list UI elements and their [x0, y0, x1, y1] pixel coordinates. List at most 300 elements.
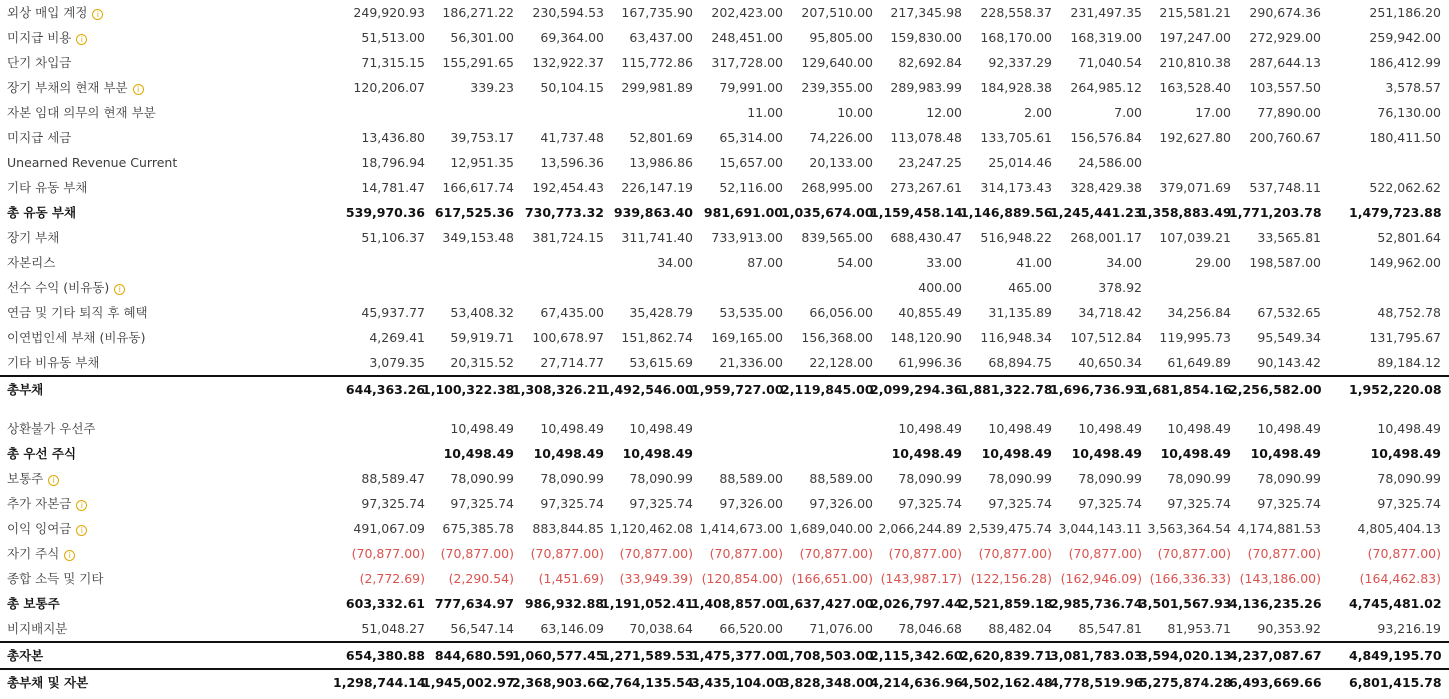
row-label-text: 장기 부채: [7, 230, 60, 245]
table-row: [0, 150, 1449, 175]
value-cell: 207,510.00: [801, 5, 873, 20]
value-cell: 1,952,220.08: [1349, 382, 1442, 397]
value-cell: 3,578.57: [1385, 80, 1441, 95]
value-cell: 4,174,881.53: [1237, 521, 1321, 536]
value-cell: 192,454.43: [532, 180, 604, 195]
value-cell: 95,805.00: [809, 30, 873, 45]
value-cell: 4,805,404.13: [1357, 521, 1441, 536]
value-cell: 289,983.99: [890, 80, 962, 95]
value-cell: 156,576.84: [1070, 130, 1142, 145]
value-cell: 78,090.99: [629, 471, 693, 486]
value-cell: 48,752.78: [1377, 305, 1441, 320]
row-label: [7, 643, 43, 668]
value-cell: 1,881,322.78: [960, 382, 1053, 397]
row-label-text: 기타 유동 부채: [7, 180, 88, 195]
value-cell: 251,186.20: [1369, 5, 1441, 20]
value-cell: 1,159,458.14: [870, 205, 963, 220]
value-cell: 97,325.74: [1257, 496, 1321, 511]
row-label: [7, 566, 103, 591]
row-label-text: 총 유동 부채: [7, 205, 77, 220]
value-cell: 264,985.12: [1070, 80, 1142, 95]
value-cell: 3,828,348.00: [781, 675, 874, 690]
value-cell: 381,724.15: [532, 230, 604, 245]
value-cell: (166,336.33): [1149, 571, 1231, 586]
value-cell: 378.92: [1098, 280, 1142, 295]
value-cell: 465.00: [1008, 280, 1052, 295]
value-cell: 730,773.32: [524, 205, 604, 220]
value-cell: 733,913.00: [711, 230, 783, 245]
value-cell: 290,674.36: [1249, 5, 1321, 20]
table-row: [0, 250, 1449, 275]
value-cell: (70,877.00): [619, 546, 693, 561]
value-cell: 516,948.22: [980, 230, 1052, 245]
value-cell: 24,586.00: [1078, 155, 1142, 170]
value-cell: 97,325.74: [629, 496, 693, 511]
value-cell: 97,325.74: [898, 496, 962, 511]
value-cell: 81,953.71: [1167, 621, 1231, 636]
row-label-text: 총자본: [7, 648, 44, 663]
row-label-text: 총부채 및 자본: [7, 675, 89, 690]
info-icon[interactable]: i: [92, 9, 103, 20]
value-cell: 1,708,503.00: [781, 648, 874, 663]
value-cell: 116,948.34: [980, 330, 1052, 345]
row-label: [7, 175, 87, 200]
value-cell: 675,385.78: [442, 521, 514, 536]
row-label: [7, 416, 96, 441]
value-cell: 61,649.89: [1167, 355, 1231, 370]
value-cell: 151,862.74: [621, 330, 693, 345]
value-cell: 1,771,203.78: [1229, 205, 1322, 220]
value-cell: 314,173.43: [980, 180, 1052, 195]
value-cell: 25,014.46: [988, 155, 1052, 170]
value-cell: 3,079.35: [369, 355, 425, 370]
value-cell: 777,634.97: [434, 596, 514, 611]
row-label: [7, 25, 87, 50]
row-label: [7, 350, 99, 375]
value-cell: 78,090.99: [1167, 471, 1231, 486]
value-cell: (2,290.54): [448, 571, 514, 586]
value-cell: 18,796.94: [361, 155, 425, 170]
row-label: [7, 225, 59, 250]
value-cell: 167,735.90: [621, 5, 693, 20]
value-cell: 400.00: [918, 280, 962, 295]
value-cell: 107,512.84: [1070, 330, 1142, 345]
row-label-text: Unearned Revenue Current: [7, 155, 178, 170]
value-cell: 56,547.14: [450, 621, 514, 636]
value-cell: 210,810.38: [1159, 55, 1231, 70]
value-cell: 14,781.47: [361, 180, 425, 195]
value-cell: 52,801.64: [1377, 230, 1441, 245]
value-cell: 249,920.93: [353, 5, 425, 20]
value-cell: 883,844.85: [532, 521, 604, 536]
value-cell: 1,035,674.00: [781, 205, 874, 220]
row-label: [7, 670, 88, 695]
value-cell: 78,090.99: [898, 471, 962, 486]
value-cell: 339.23: [470, 80, 514, 95]
row-label-text: 이익 잉여금: [7, 521, 72, 536]
info-icon[interactable]: i: [76, 34, 87, 45]
value-cell: 21,336.00: [719, 355, 783, 370]
row-label-text: 기타 비유동 부채: [7, 355, 100, 370]
value-cell: 3,435,104.00: [691, 675, 784, 690]
value-cell: 228,558.37: [980, 5, 1052, 20]
value-cell: 1,245,441.23: [1050, 205, 1143, 220]
row-label-text: 자본리스: [7, 255, 56, 270]
value-cell: 10,498.49: [629, 421, 693, 436]
value-cell: 51,106.37: [361, 230, 425, 245]
value-cell: 1,271,589.53: [601, 648, 694, 663]
value-cell: 287,644.13: [1249, 55, 1321, 70]
value-cell: 197,247.00: [1159, 30, 1231, 45]
value-cell: 4,745,481.02: [1349, 596, 1442, 611]
value-cell: 78,090.99: [1078, 471, 1142, 486]
value-cell: 4,237,087.67: [1229, 648, 1322, 663]
value-cell: 10,498.49: [450, 421, 514, 436]
row-label-text: 비지배지분: [7, 621, 68, 636]
row-label: [7, 616, 67, 641]
value-cell: 97,325.74: [450, 496, 514, 511]
value-cell: 688,430.47: [890, 230, 962, 245]
value-cell: 1,637,427.00: [781, 596, 874, 611]
value-cell: 1,689,040.00: [789, 521, 873, 536]
value-cell: 78,046.68: [898, 621, 962, 636]
table-row: [0, 75, 1449, 100]
info-icon[interactable]: i: [133, 84, 144, 95]
value-cell: 87.00: [747, 255, 783, 270]
info-icon[interactable]: i: [48, 475, 59, 486]
value-cell: 100,678.97: [532, 330, 604, 345]
value-cell: 78,090.99: [540, 471, 604, 486]
value-cell: 59,919.71: [450, 330, 514, 345]
value-cell: 88,482.04: [988, 621, 1052, 636]
value-cell: 1,959,727.00: [691, 382, 784, 397]
value-cell: 53,615.69: [629, 355, 693, 370]
value-cell: 13,596.36: [540, 155, 604, 170]
value-cell: 78,090.99: [450, 471, 514, 486]
row-label-text: 자기 주식: [7, 546, 60, 561]
table-row: [0, 175, 1449, 200]
section-spacer: [0, 402, 1449, 416]
value-cell: (120,854.00): [701, 571, 783, 586]
value-cell: 23,247.25: [898, 155, 962, 170]
value-cell: 617,525.36: [434, 205, 514, 220]
value-cell: 379,071.69: [1159, 180, 1231, 195]
value-cell: 4,849,195.70: [1349, 648, 1442, 663]
value-cell: 10,498.49: [1160, 446, 1231, 461]
value-cell: 239,355.00: [801, 80, 873, 95]
value-cell: 10,498.49: [1250, 446, 1321, 461]
row-label-text: 총부채: [7, 382, 44, 397]
value-cell: 217,345.98: [890, 5, 962, 20]
value-cell: 839,565.00: [801, 230, 873, 245]
table-row: [0, 325, 1449, 350]
value-cell: 52,801.69: [629, 130, 693, 145]
info-icon[interactable]: i: [114, 284, 125, 295]
value-cell: 132,922.37: [532, 55, 604, 70]
value-cell: 2,119,845.00: [781, 382, 874, 397]
value-cell: 231,497.35: [1070, 5, 1142, 20]
table-row: [0, 668, 1449, 695]
value-cell: 10,498.49: [981, 446, 1052, 461]
info-icon[interactable]: i: [76, 500, 87, 511]
value-cell: 97,325.74: [540, 496, 604, 511]
value-cell: 54.00: [837, 255, 873, 270]
row-label-text: 단기 차입금: [7, 55, 72, 70]
value-cell: (2,772.69): [359, 571, 425, 586]
value-cell: 10,498.49: [540, 421, 604, 436]
value-cell: 97,326.00: [719, 496, 783, 511]
value-cell: 317,728.00: [711, 55, 783, 70]
value-cell: 2.00: [1024, 105, 1052, 120]
value-cell: 79,991.00: [719, 80, 783, 95]
row-label: [7, 200, 76, 225]
value-cell: 166,617.74: [442, 180, 514, 195]
value-cell: 491,067.09: [353, 521, 425, 536]
value-cell: 40,650.34: [1078, 355, 1142, 370]
value-cell: 349,153.48: [442, 230, 514, 245]
value-cell: (70,877.00): [440, 546, 514, 561]
value-cell: 92,337.29: [988, 55, 1052, 70]
value-cell: 539,970.36: [345, 205, 425, 220]
value-cell: 50,104.15: [540, 80, 604, 95]
value-cell: 169,165.00: [711, 330, 783, 345]
value-cell: 273,267.61: [890, 180, 962, 195]
value-cell: 90,353.92: [1257, 621, 1321, 636]
value-cell: 66,520.00: [719, 621, 783, 636]
value-cell: 85,547.81: [1078, 621, 1142, 636]
value-cell: 10,498.49: [533, 446, 604, 461]
value-cell: 1,414,673.00: [699, 521, 783, 536]
value-cell: 15,657.00: [719, 155, 783, 170]
value-cell: (70,877.00): [1247, 546, 1321, 561]
value-cell: 184,928.38: [980, 80, 1052, 95]
value-cell: (70,877.00): [1367, 546, 1441, 561]
value-cell: 1,298,744.14: [333, 675, 426, 690]
value-cell: 186,271.22: [442, 5, 514, 20]
table-row: [0, 375, 1449, 402]
value-cell: 65,314.00: [719, 130, 783, 145]
value-cell: 981,691.00: [703, 205, 783, 220]
value-cell: 603,332.61: [345, 596, 425, 611]
value-cell: 1,191,052.41: [601, 596, 694, 611]
value-cell: 78,090.99: [1257, 471, 1321, 486]
value-cell: 1,492,546.00: [601, 382, 694, 397]
value-cell: 10,498.49: [1377, 421, 1441, 436]
value-cell: 27,714.77: [540, 355, 604, 370]
value-cell: 1,475,377.00: [691, 648, 784, 663]
value-cell: 103,557.50: [1249, 80, 1321, 95]
value-cell: 2,985,736.74: [1050, 596, 1143, 611]
value-cell: 51,513.00: [361, 30, 425, 45]
table-row: [0, 591, 1449, 616]
value-cell: (70,877.00): [1157, 546, 1231, 561]
value-cell: 10,498.49: [898, 421, 962, 436]
table-row: [0, 616, 1449, 641]
value-cell: 168,319.00: [1070, 30, 1142, 45]
value-cell: 311,741.40: [621, 230, 693, 245]
row-label-text: 장기 부채의 현재 부분: [7, 80, 128, 95]
value-cell: 53,408.32: [450, 305, 514, 320]
value-cell: 39,753.17: [450, 130, 514, 145]
value-cell: 10,498.49: [1167, 421, 1231, 436]
value-cell: 215,581.21: [1159, 5, 1231, 20]
table-row: [0, 350, 1449, 375]
row-label-text: 외상 매입 계정: [7, 5, 88, 20]
value-cell: 71,315.15: [361, 55, 425, 70]
value-cell: 133,705.61: [980, 130, 1052, 145]
value-cell: (70,877.00): [1068, 546, 1142, 561]
row-label: [7, 466, 59, 491]
row-label: [7, 0, 103, 25]
value-cell: 2,620,839.71: [960, 648, 1053, 663]
value-cell: 3,501,567.93: [1139, 596, 1232, 611]
value-cell: (70,877.00): [709, 546, 783, 561]
value-cell: 2,066,244.89: [878, 521, 962, 536]
value-cell: 3,563,364.54: [1147, 521, 1231, 536]
value-cell: 155,291.65: [442, 55, 514, 70]
value-cell: 163,528.40: [1159, 80, 1231, 95]
value-cell: 63,146.09: [540, 621, 604, 636]
value-cell: 82,692.84: [898, 55, 962, 70]
value-cell: 168,170.00: [980, 30, 1052, 45]
value-cell: 34.00: [657, 255, 693, 270]
value-cell: 34,718.42: [1078, 305, 1142, 320]
value-cell: 11.00: [747, 105, 783, 120]
value-cell: 200,760.67: [1249, 130, 1321, 145]
info-icon[interactable]: i: [64, 550, 75, 561]
value-cell: 13,436.80: [361, 130, 425, 145]
value-cell: (143,186.00): [1239, 571, 1321, 586]
value-cell: 2,256,582.00: [1229, 382, 1322, 397]
value-cell: 22,128.00: [809, 355, 873, 370]
value-cell: 1,408,857.00: [691, 596, 784, 611]
value-cell: 149,962.00: [1369, 255, 1441, 270]
value-cell: 1,945,002.97: [422, 675, 515, 690]
row-label-text: 추가 자본금: [7, 496, 72, 511]
value-cell: 89,184.12: [1377, 355, 1441, 370]
row-label: [7, 50, 71, 75]
value-cell: 248,451.00: [711, 30, 783, 45]
value-cell: (70,877.00): [530, 546, 604, 561]
value-cell: 4,269.41: [369, 330, 425, 345]
value-cell: 95,549.34: [1257, 330, 1321, 345]
value-cell: 2,764,135.54: [601, 675, 694, 690]
row-label: [7, 300, 148, 325]
value-cell: 40,855.49: [898, 305, 962, 320]
value-cell: 3,044,143.11: [1058, 521, 1142, 536]
table-row: [0, 100, 1449, 125]
value-cell: 2,099,294.36: [870, 382, 963, 397]
value-cell: 2,539,475.74: [968, 521, 1052, 536]
value-cell: 180,411.50: [1369, 130, 1441, 145]
value-cell: 61,996.36: [898, 355, 962, 370]
value-cell: 10,498.49: [1370, 446, 1441, 461]
value-cell: 654,380.88: [345, 648, 425, 663]
value-cell: 45,937.77: [361, 305, 425, 320]
value-cell: 131,795.67: [1369, 330, 1441, 345]
value-cell: 31,135.89: [988, 305, 1052, 320]
value-cell: 10,498.49: [891, 446, 962, 461]
value-cell: 33,565.81: [1257, 230, 1321, 245]
value-cell: 3,594,020.13: [1139, 648, 1232, 663]
value-cell: 88,589.47: [361, 471, 425, 486]
value-cell: 4,778,519.96: [1050, 675, 1143, 690]
value-cell: 1,358,883.49: [1139, 205, 1232, 220]
value-cell: 1,681,854.16: [1139, 382, 1232, 397]
value-cell: 63,437.00: [629, 30, 693, 45]
value-cell: (70,877.00): [978, 546, 1052, 561]
value-cell: 1,308,326.21: [512, 382, 605, 397]
table-row: [0, 416, 1449, 441]
table-row: [0, 491, 1449, 516]
value-cell: 328,429.38: [1070, 180, 1142, 195]
value-cell: 120,206.07: [353, 80, 425, 95]
value-cell: 107,039.21: [1159, 230, 1231, 245]
value-cell: 268,995.00: [801, 180, 873, 195]
value-cell: 10,498.49: [988, 421, 1052, 436]
value-cell: 34.00: [1106, 255, 1142, 270]
value-cell: 644,363.26: [345, 382, 425, 397]
value-cell: 90,143.42: [1257, 355, 1321, 370]
value-cell: 5,275,874.28: [1139, 675, 1232, 690]
value-cell: 198,587.00: [1249, 255, 1321, 270]
value-cell: 10,498.49: [1257, 421, 1321, 436]
value-cell: 2,521,859.18: [960, 596, 1053, 611]
row-label-text: 총 보통주: [7, 596, 60, 611]
value-cell: 29.00: [1195, 255, 1231, 270]
value-cell: 12.00: [926, 105, 962, 120]
value-cell: 148,120.90: [890, 330, 962, 345]
table-row: [0, 125, 1449, 150]
value-cell: 7.00: [1114, 105, 1142, 120]
value-cell: 129,640.00: [801, 55, 873, 70]
value-cell: 268,001.17: [1070, 230, 1142, 245]
value-cell: 69,364.00: [540, 30, 604, 45]
value-cell: 41.00: [1016, 255, 1052, 270]
value-cell: 6,801,415.78: [1349, 675, 1442, 690]
value-cell: 4,214,636.96: [870, 675, 963, 690]
value-cell: 12,951.35: [450, 155, 514, 170]
value-cell: 230,594.53: [532, 5, 604, 20]
value-cell: 4,136,235.26: [1229, 596, 1322, 611]
table-row: [0, 0, 1449, 25]
value-cell: 74,226.00: [809, 130, 873, 145]
row-label: [7, 75, 144, 100]
value-cell: 186,412.99: [1369, 55, 1441, 70]
value-cell: 97,326.00: [809, 496, 873, 511]
row-label-text: 이연법인세 부채 (비유동): [7, 330, 146, 345]
value-cell: 4,502,162.48: [960, 675, 1053, 690]
value-cell: 3,081,783.03: [1050, 648, 1143, 663]
value-cell: 97,325.74: [1377, 496, 1441, 511]
row-label: [7, 541, 75, 566]
value-cell: 10.00: [837, 105, 873, 120]
table-row: [0, 641, 1449, 668]
row-label: [7, 377, 43, 402]
value-cell: (1,451.69): [538, 571, 604, 586]
value-cell: 97,325.74: [1078, 496, 1142, 511]
value-cell: (143,987.17): [880, 571, 962, 586]
row-label: [7, 100, 156, 125]
row-label-text: 연금 및 기타 퇴직 후 혜택: [7, 305, 148, 320]
value-cell: 113,078.48: [890, 130, 962, 145]
value-cell: 77,890.00: [1257, 105, 1321, 120]
value-cell: 2,115,342.60: [870, 648, 963, 663]
value-cell: 10,498.49: [622, 446, 693, 461]
info-icon[interactable]: i: [76, 525, 87, 536]
value-cell: 10,498.49: [1071, 446, 1142, 461]
row-label: [7, 325, 145, 350]
